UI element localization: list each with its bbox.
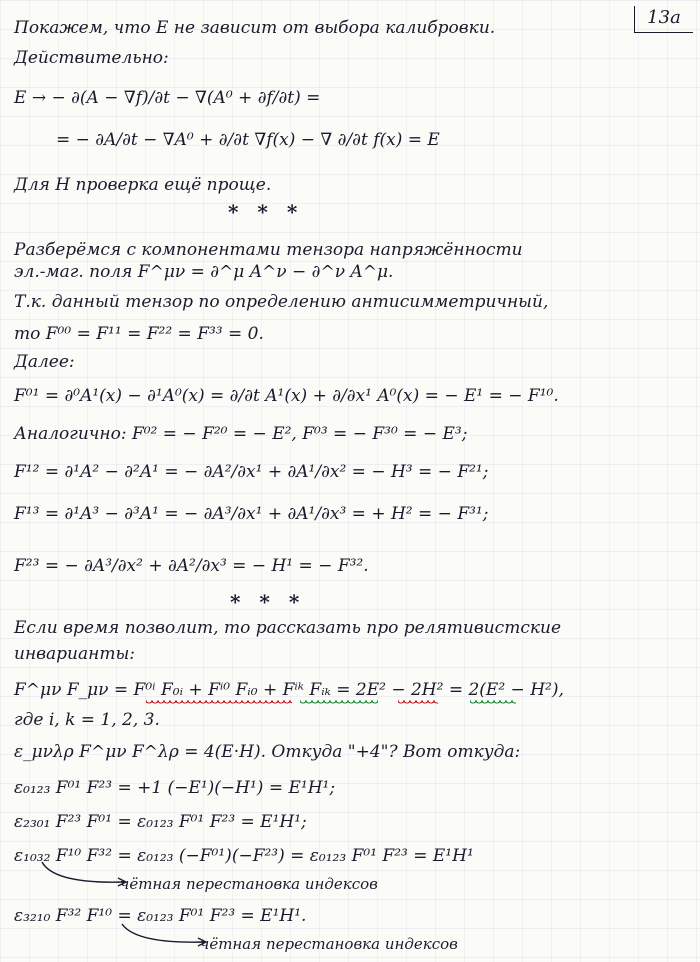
formula-line: F⁰¹ = ∂⁰A¹(x) − ∂¹A⁰(x) = ∂/∂t A¹(x) + ∂/∂x¹ A⁰(x) = − E¹ = − F¹⁰. bbox=[14, 386, 559, 406]
text-line: Если время позволит, то рассказать про релятивистские bbox=[14, 618, 562, 638]
formula-line: Аналогично: F⁰² = − F²⁰ = − E², F⁰³ = − F³⁰ = − E³; bbox=[14, 424, 468, 444]
permutation-arrow bbox=[120, 922, 210, 946]
green-wavy-underline bbox=[300, 700, 378, 706]
formula-line: ε_μνλρ F^μν F^λρ = 4(E·H). Откуда "+4"? Вот откуда: bbox=[14, 742, 521, 762]
formula-line: F^μν F_μν = F⁰ⁱ F₀ᵢ + Fⁱ⁰ Fᵢ₀ + Fⁱᵏ Fᵢₖ = 2E² − 2H² = 2(E² − H²), bbox=[14, 680, 564, 700]
red-wavy-underline bbox=[146, 700, 292, 706]
formula-line: F¹³ = ∂¹A³ − ∂³A¹ = − ∂A³/∂x¹ + ∂A¹/∂x³ = + H² = − F³¹; bbox=[14, 504, 489, 524]
formula-line: ε₀₁₂₃ F⁰¹ F²³ = +1 (−E¹)(−H¹) = E¹H¹; bbox=[14, 778, 336, 798]
formula-line: F¹² = ∂¹A² − ∂²A¹ = − ∂A²/∂x¹ + ∂A¹/∂x² = − H³ = − F²¹; bbox=[14, 462, 489, 482]
formula-line: ε₁₀₃₂ F¹⁰ F³² = ε₀₁₂₃ (−F⁰¹)(−F²³) = ε₀₁₂₃ F⁰¹ F²³ = E¹H¹ bbox=[14, 846, 474, 866]
formula-line: E → − ∂(A − ∇f)/∂t − ∇(A⁰ + ∂f/∂t) = bbox=[14, 88, 321, 108]
formula-line: ε₃₂₁₀ F³² F¹⁰ = ε₀₁₂₃ F⁰¹ F²³ = E¹H¹. bbox=[14, 906, 307, 926]
text-line: где i, k = 1, 2, 3. bbox=[14, 710, 160, 730]
formula-line: то F⁰⁰ = F¹¹ = F²² = F³³ = 0. bbox=[14, 324, 264, 344]
formula-line: F²³ = − ∂A³/∂x² + ∂A²/∂x³ = − H¹ = − F³². bbox=[14, 556, 369, 576]
formula-line: ε₂₃₀₁ F²³ F⁰¹ = ε₀₁₂₃ F⁰¹ F²³ = E¹H¹; bbox=[14, 812, 307, 832]
text-line: Для H проверка ещё проще. bbox=[14, 175, 272, 195]
text-line: Далее: bbox=[14, 352, 75, 372]
formula-line: = − ∂A/∂t − ∇A⁰ + ∂/∂t ∇f(x) − ∇ ∂/∂t f(x) = E bbox=[56, 130, 440, 150]
permutation-note: чётная перестановка индексов bbox=[200, 935, 458, 953]
text-line: Покажем, что E не зависит от выбора калибровки. bbox=[14, 18, 496, 38]
text-line: инварианты: bbox=[14, 644, 136, 664]
separator-stars: * * * bbox=[228, 200, 304, 224]
text-line: Разберёмся с компонентами тензора напряжённости bbox=[14, 240, 523, 260]
red-wavy-underline bbox=[398, 700, 438, 706]
permutation-arrow bbox=[40, 860, 130, 886]
formula-line: эл.-маг. поля F^μν = ∂^μ A^ν − ∂^ν A^μ. bbox=[14, 262, 394, 282]
separator-stars: * * * bbox=[230, 590, 306, 614]
text-line: Действительно: bbox=[14, 48, 169, 68]
permutation-note: чётная перестановка индексов bbox=[120, 875, 378, 893]
page-number: 13a bbox=[634, 6, 693, 33]
text-line: Т.к. данный тензор по определению антисимметричный, bbox=[14, 292, 549, 312]
green-wavy-underline bbox=[470, 700, 516, 706]
